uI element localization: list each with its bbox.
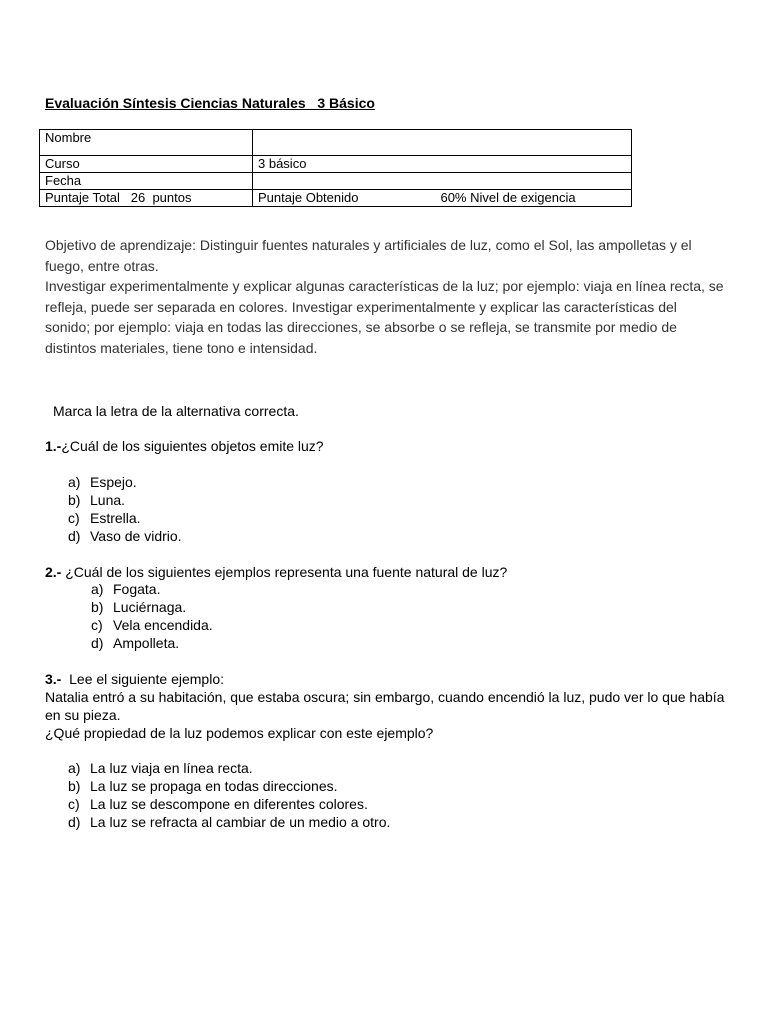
option-letter: d): [68, 814, 81, 830]
question-1-text: ¿Cuál de los siguientes objetos emite luz?: [61, 438, 324, 454]
option-q3-d[interactable]: [68, 813, 390, 831]
question-1: [45, 437, 324, 455]
option-text: Ampolleta.: [113, 635, 180, 651]
option-text: La luz se refracta al cambiar de un medio a otro.: [90, 814, 391, 830]
question-1-number: 1.-: [45, 438, 62, 454]
option-letter: c): [68, 510, 80, 526]
puntaje-total: Puntaje Total 26 puntos: [40, 190, 253, 207]
learning-objective: [45, 235, 725, 358]
puntaje-obtenido-label: Puntaje Obtenido: [258, 190, 359, 205]
nombre-field[interactable]: [253, 130, 632, 156]
option-text: La luz se descompone en diferentes colores.: [90, 796, 368, 812]
question-3-intro: Lee el siguiente ejemplo:: [61, 671, 225, 687]
objective-line-1: Objetivo de aprendizaje: Distinguir fuentes naturales y artificiales de luz, como el Sol, las ampolletas y el fuego, entre otras.: [45, 237, 692, 274]
question-2-text: ¿Cuál de los siguientes ejemplos representa una fuente natural de luz?: [61, 564, 508, 580]
option-q3-c[interactable]: [68, 795, 390, 813]
curso-label: Curso: [40, 156, 253, 173]
objective-line-2: Investigar experimentalmente y explicar algunas características de la luz; por ejemplo: viaja en línea recta, se refleja, puede ser separada en colores. Investigar experimentalmente y explicar las características del sonido; por ejemplo: viaja en todas las direcciones, se absorbe o se refleja, se transmite por medio de distintos materiales, tiene tono e intensidad.: [45, 278, 724, 356]
fecha-field[interactable]: [253, 173, 632, 190]
option-letter: b): [91, 599, 104, 615]
question-3-question: ¿Qué propiedad de la luz podemos explicar con este ejemplo?: [45, 725, 434, 741]
option-text: Luciérnaga.: [113, 599, 187, 615]
question-3-number: 3.-: [45, 671, 62, 687]
option-letter: c): [91, 617, 103, 633]
option-q3-a[interactable]: [68, 759, 390, 777]
question-2-number: 2.-: [45, 564, 62, 580]
question-2-options: [91, 580, 213, 652]
option-letter: a): [91, 581, 104, 597]
option-text: Vela encendida.: [113, 617, 213, 633]
option-letter: d): [91, 635, 104, 651]
option-text: La luz viaja en línea recta.: [90, 760, 253, 776]
option-letter: b): [68, 492, 81, 508]
option-text: Fogata.: [113, 581, 161, 597]
page-title: Evaluación Síntesis Ciencias Naturales 3 Básico: [45, 95, 375, 111]
option-letter: a): [68, 474, 81, 490]
puntaje-cell: [253, 190, 632, 207]
option-text: Vaso de vidrio.: [90, 528, 182, 544]
question-3-options: [68, 759, 390, 831]
question-3-passage: Natalia entró a su habitación, que estaba oscura; sin embargo, cuando encendió la luz, pudo ver lo que había en su pieza.: [45, 689, 725, 723]
option-q1-a[interactable]: [68, 473, 182, 491]
fecha-label: Fecha: [40, 173, 253, 190]
nombre-label: Nombre: [40, 130, 253, 156]
option-q3-b[interactable]: [68, 777, 390, 795]
option-q2-a[interactable]: [91, 580, 213, 598]
option-letter: b): [68, 778, 81, 794]
option-q1-c[interactable]: [68, 509, 182, 527]
option-text: Estrella.: [90, 510, 141, 526]
option-letter: d): [68, 528, 81, 544]
option-q2-c[interactable]: [91, 616, 213, 634]
option-letter: c): [68, 796, 80, 812]
option-text: Espejo.: [90, 474, 137, 490]
option-q2-b[interactable]: [91, 598, 213, 616]
question-1-options: [68, 473, 182, 545]
option-text: La luz se propaga en todas direcciones.: [90, 778, 338, 794]
option-q2-d[interactable]: [91, 634, 213, 652]
instruction: Marca la letra de la alternativa correcta.: [53, 403, 299, 419]
curso-value: 3 básico: [253, 156, 632, 173]
student-info-table: [39, 129, 632, 207]
question-3: [45, 670, 725, 742]
option-letter: a): [68, 760, 81, 776]
option-text: Luna.: [90, 492, 126, 508]
question-2: [45, 563, 507, 581]
option-q1-b[interactable]: [68, 491, 182, 509]
option-q1-d[interactable]: [68, 527, 182, 545]
exigencia-label: 60% Nivel de exigencia: [440, 190, 576, 205]
